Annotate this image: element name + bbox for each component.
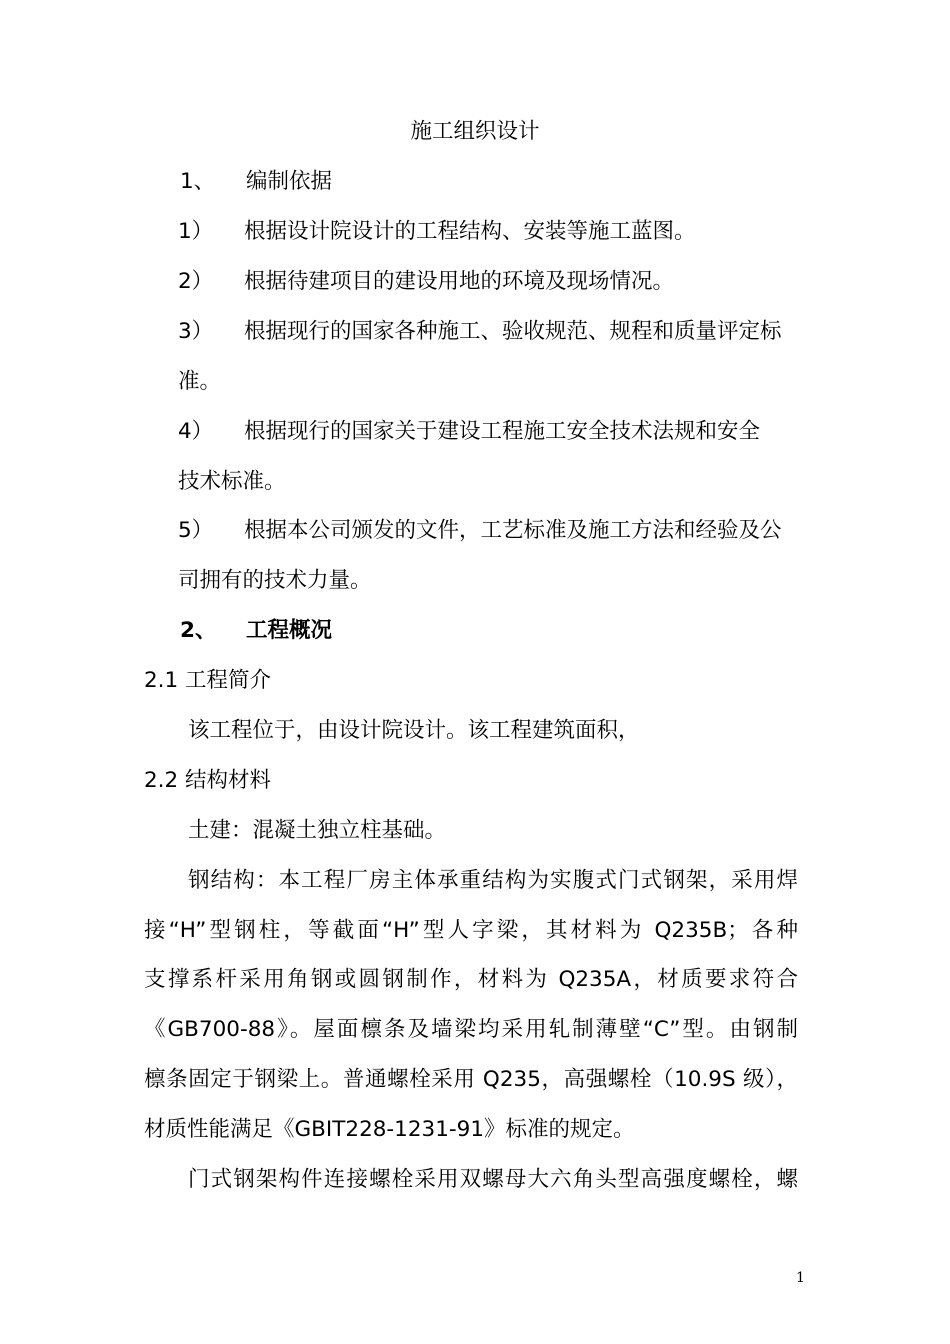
list-item-5-continuation: 司拥有的技术力量。 (178, 568, 372, 593)
page-title: 施工组织设计 (410, 119, 540, 144)
section-2-heading (180, 616, 332, 646)
list-item-3-continuation: 准。 (178, 369, 222, 394)
list-item-number: 2） (178, 269, 214, 294)
section-1-heading (180, 167, 332, 197)
steel-structure-line-1: 钢结构：本工程厂房主体承重结构为实腹式门式钢架，采用焊 (188, 868, 798, 893)
list-item-text: 根据现行的国家关于建设工程施工安全技术法规和安全 (244, 419, 761, 444)
list-item-number: 1） (178, 219, 214, 244)
list-item-4-continuation: 技术标准。 (178, 469, 286, 494)
steel-structure-line-4: 《GB700-88》。屋面檩条及墙梁均采用轧制薄壁“C”型。由钢制 (144, 1017, 798, 1042)
list-item-text: 根据现行的国家各种施工、验收规范、规程和质量评定标 (244, 319, 782, 344)
civil-works-text: 土建：混凝土独立柱基础。 (188, 818, 447, 843)
list-item-2 (178, 267, 674, 297)
list-item-text: 根据本公司颁发的文件，工艺标准及施工方法和经验及公 (244, 518, 782, 543)
page-number: 1 (796, 1270, 805, 1286)
list-item-4 (178, 417, 760, 447)
list-item-text: 根据设计院设计的工程结构、安装等施工蓝图。 (244, 219, 696, 244)
steel-structure-line-3: 支撑系杆采用角钢或圆钢制作，材料为 Q235A，材质要求符合 (144, 967, 798, 992)
list-item-5 (178, 516, 782, 546)
list-item-3 (178, 317, 782, 347)
list-item-number: 5） (178, 518, 214, 543)
list-item-number: 4） (178, 419, 214, 444)
steel-structure-line-5: 檩条固定于钢梁上。普通螺栓采用 Q235，高强螺栓（10.9S 级）， (144, 1067, 798, 1092)
list-item-number: 3） (178, 319, 214, 344)
section-2-number: 2、 (180, 618, 217, 643)
steel-structure-line-6: 材质性能满足《GBIT228-1231-91》标准的规定。 (144, 1117, 635, 1142)
subsection-2-1-text: 该工程位于，由设计院设计。该工程建筑面积， (188, 718, 640, 743)
section-1-number: 1、 (180, 169, 216, 194)
section-1-title: 编制依据 (246, 169, 333, 194)
list-item-text: 根据待建项目的建设用地的环境及现场情况。 (244, 269, 675, 294)
subsection-2-1-heading: 2.1 工程简介 (144, 668, 272, 693)
bolt-paragraph-line: 门式钢架构件连接螺栓采用双螺母大六角头型高强度螺栓，螺 (188, 1167, 798, 1192)
list-item-1 (178, 217, 696, 247)
section-2-title: 工程概况 (246, 618, 333, 643)
steel-structure-line-2: 接“H”型钢柱，等截面“H”型人字梁，其材料为 Q235B；各种 (144, 918, 798, 943)
subsection-2-2-heading: 2.2 结构材料 (144, 768, 272, 793)
